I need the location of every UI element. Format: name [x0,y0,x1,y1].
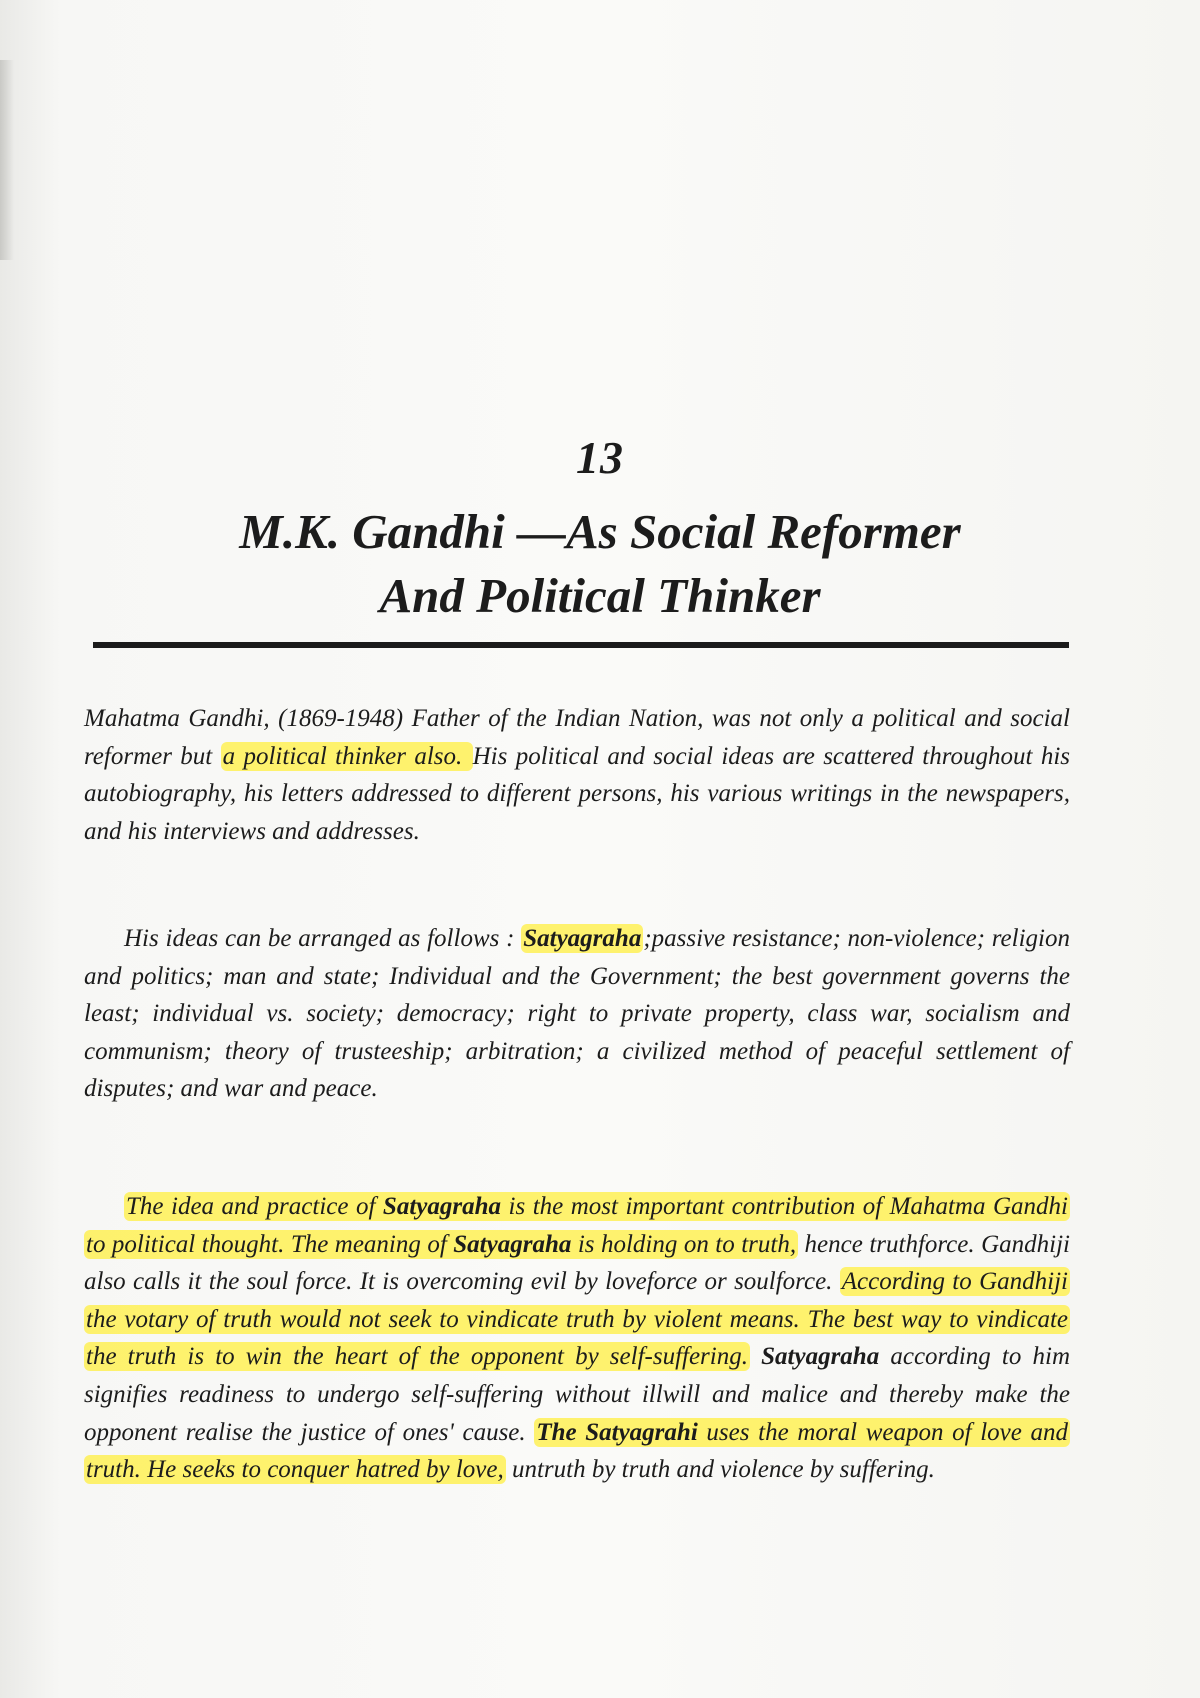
text-span: ;passive resistance; non-violence; religion and politics; man and state; Individual and the Government; the best government governs the least; individual vs. society; democracy; right to private property, class war, socialism and communism; theory of trusteeship; arbitration; a civilized method of peaceful settlement of disputes; and war and peace. [84,925,1070,1103]
text-span [750,1343,761,1370]
bold-term: The Satyagrahi [536,1418,698,1446]
title-divider-rule [93,642,1069,648]
highlighted-text: According to Gandhiji the votary of truth would not seek to vindicate truth by violent means. The best way to vindicate the truth is to win the heart of the opponent by self-suffering. [86,1268,1068,1371]
chapter-number: 13 [576,432,624,483]
text-span: His ideas can be arranged as follows : [124,925,522,952]
highlighted-text: a political thinker also. [222,742,471,770]
bold-term: Satyagraha [761,1343,880,1371]
page-edge-shadow [0,60,14,260]
bold-term: Satyagraha [453,1230,572,1258]
text-span: uses the moral weapon of love and truth. He seeks to conquer hatred by love, [86,1418,1069,1484]
text-span: is the most important contribution of Mahatma Gandhi to political thought. The meaning of [86,1193,1068,1258]
paragraph-intro [84,700,1070,850]
text-span: untruth by truth and violence by suffering. [505,1456,935,1484]
chapter-title-line-1: M.K. Gandhi —As Social Reformer [239,504,961,559]
text-span: is holding on to truth, [571,1230,797,1258]
bold-term: Satyagraha [382,1193,502,1220]
text-span: according to him signifies readiness to undergo self-suffering without illwill and malice and thereby make the opponent realise the justice of ones' cause. [84,1343,1071,1446]
text-span: His political and social ideas are scattered throughout his autobiography, his letters addressed to different persons, his various writings in the newspapers, and his interviews and addresses. [84,742,1070,845]
paragraph-satyagraha [84,1188,1070,1489]
highlighted-term: Satyagraha [523,925,642,952]
text-span: The idea and practice of [126,1193,383,1220]
text-span: Mahatma Gandhi, (1869-1948) Father of the Indian Nation, was not only a political and social reformer but [84,705,1070,770]
chapter-title [0,500,1200,628]
chapter-title-line-2: And Political Thinker [379,568,821,623]
text-span: hence truthforce. Gandhiji also calls it the soul force. It is overcoming evil by loveforce or soulforce. [84,1230,1070,1296]
paragraph-ideas [84,920,1070,1108]
